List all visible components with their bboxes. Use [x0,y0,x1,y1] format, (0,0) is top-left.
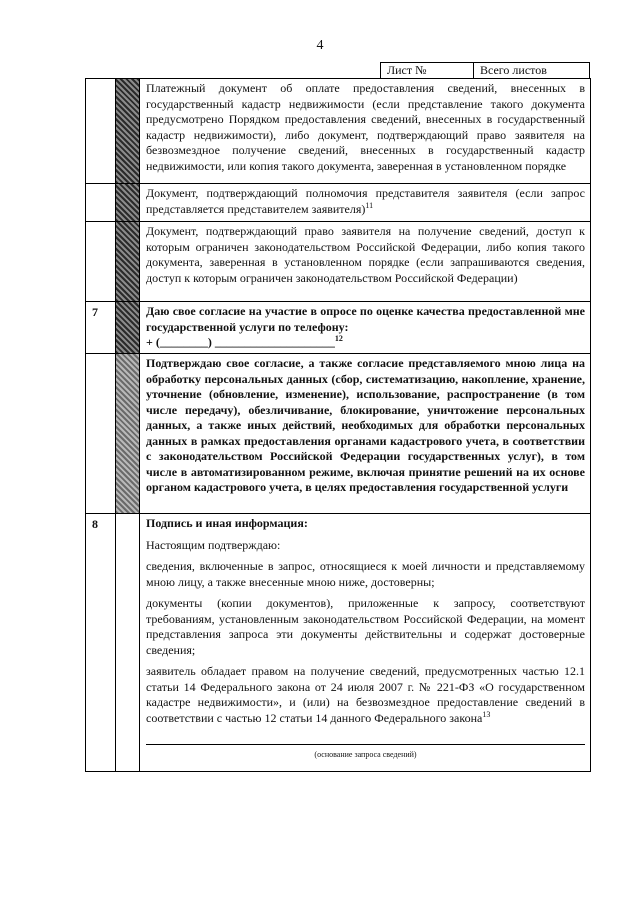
row-number: 8 [86,514,116,771]
table-row [86,302,590,354]
table-row [86,222,590,302]
request-basis-label: (основание запроса сведений) [314,750,417,759]
total-sheets-label: Всего листов [480,63,547,77]
phone-field-text: + (________) ____________________ [146,335,335,349]
row-text: Документ, подтверждающий право заявителя на получение сведений, доступ к которым ограничен законодательством Российской Федерации, либо копия такого документа, заверенная в установленном порядке (если запрашиваются сведения, доступ к которым ограничен законодательством Российской Федерации) [146,224,585,285]
table-row [86,514,590,772]
footnote-ref: 13 [482,709,491,719]
checkbox[interactable] [116,354,140,513]
row-number-cell [86,222,116,301]
row-text: Платежный документ об оплате предоставления сведений, внесенных в государственный кадастр недвижимости (если представление такого документа предусмотрено Порядком предоставления сведений, внесенных в государственный кадастр недвижимости), либо документ, подтверждающий право заявителя на безвозмездное получение сведений, внесенных в государственный кадастр недвижимости, или копия такого документа, заверенная в установленном порядке [146,81,585,173]
signature-section-title: Подпись и иная информация: [146,516,308,530]
sheet-number-label: Лист № [381,63,474,78]
row-number-cell [86,184,116,221]
row-number-cell [86,354,116,513]
form-table [85,78,591,772]
row-text-content: Документ, подтверждающий полномочия представителя заявителя (если запрос представляется представителем заявителя) [146,186,585,216]
sheet-header [380,62,590,79]
row-text: Подтверждаю свое согласие, а также согласие представляемого мною лица на обработку персональных данных (сбор, систематизацию, накопление, хранение, уточнение (обновление, изменение), использование, распространение (в том числе передачу), обезличивание, блокирование, уничтожение персональных данных, а также иных действий, необходимых для обработки персональных данных в рамках предоставления органами кадастрового учета, в соответствии с законодательством Российской Федерации государственных услуг), в том числе в автоматизированном режиме, включая принятие решений на их основе органом кадастрового учета, в целях предоставления государственной услуги [146,356,585,494]
checkbox[interactable] [116,79,140,183]
confirmation-item: сведения, включенные в запрос, относящиеся к моей личности и представляемому мною лицу, а также внесенные мною ниже, достоверны; [146,559,585,589]
table-row [86,79,590,184]
checkbox[interactable] [116,302,140,353]
checkbox[interactable] [116,222,140,301]
row-text [140,514,590,771]
confirmation-item-text: заявитель обладает правом на получение сведений, предусмотренных частью 12.1 статьи 14 Федерального закона от 24 июля 2007 г. № 221-ФЗ «О государственном кадастре недвижимости», и (или) на безвозмездное предоставление сведений в соответствии с частью 12 статьи 14 данного Федерального закона [146,664,585,725]
confirmation-item: документы (копии документов), приложенные к запросу, соответствуют требованиям, установленным законодательством Российской Федерации, на момент представления запроса эти документы действительны и содержат достоверные сведения; [146,596,585,657]
checkbox[interactable] [116,184,140,221]
row-number-cell [86,79,116,183]
empty-cell [116,514,140,771]
confirmation-item [146,664,585,726]
page-number: 4 [316,38,324,53]
table-row [86,354,590,514]
survey-consent-text: Даю свое согласие на участие в опросе по оценке качества предоставленной мне государственной услуги по телефону: [146,304,585,334]
table-row [86,184,590,222]
footnote-ref: 12 [334,334,343,343]
row-text [140,184,590,221]
footnote-ref: 11 [365,200,374,210]
phone-field[interactable] [146,335,585,351]
row-text [140,302,590,353]
request-basis-field[interactable] [146,744,585,745]
confirmation-intro: Настоящим подтверждаю: [146,537,281,552]
row-number: 7 [86,302,116,353]
